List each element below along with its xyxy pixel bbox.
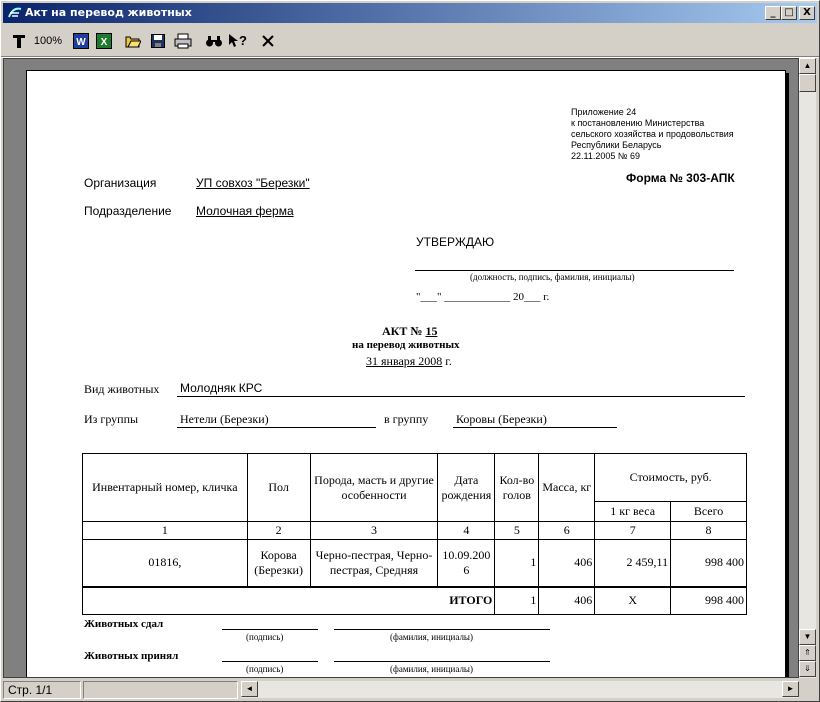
window-title: Акт на перевод животных: [25, 6, 192, 19]
cell-birth: 10.09.2006: [438, 540, 495, 587]
table-row: [83, 540, 747, 587]
header-count: Кол-во голов: [495, 454, 539, 522]
received-label: Животных принял: [84, 650, 179, 662]
cell-count: 1: [495, 540, 539, 587]
title-bar[interactable]: [3, 3, 817, 23]
appendix-line: 22.11.2005 № 69: [571, 151, 641, 161]
appendix-line: Приложение 24: [571, 107, 637, 117]
dept-label: Подразделение: [84, 204, 172, 218]
received-sign-hint: (подпись): [246, 664, 284, 674]
cell-sex: Корова (Березки): [247, 540, 310, 587]
total-count: 1: [495, 587, 539, 615]
scroll-right-button[interactable]: ►: [782, 681, 799, 697]
appendix-line: к постановлению Министерства: [571, 118, 705, 128]
animal-type-line: [177, 396, 745, 397]
from-group-label: Из группы: [84, 412, 139, 426]
act-title: на перевод животных: [352, 339, 460, 351]
act-prefix: АКТ №: [382, 324, 423, 338]
approve-heading: УТВЕРЖДАЮ: [416, 235, 495, 249]
app-icon: [7, 5, 23, 21]
cell-breed: Черно-пестрая, Черно-пестрая, Средняя: [310, 540, 438, 587]
column-number: 1: [83, 522, 248, 540]
page-status: Стр. 1/1: [3, 681, 81, 699]
scroll-thumb[interactable]: [799, 74, 816, 92]
column-number: 2: [247, 522, 310, 540]
column-number: 3: [310, 522, 438, 540]
org-value: УП совхоз "Березки": [196, 176, 310, 190]
save-icon[interactable]: [149, 32, 167, 50]
animal-type-label: Вид животных: [84, 382, 160, 396]
zoom-level[interactable]: 100%: [33, 35, 63, 47]
act-number: 15: [425, 324, 438, 338]
document-page: [26, 70, 786, 678]
header-inventory: Инвентарный номер, кличка: [83, 454, 248, 522]
received-name-hint: (фамилия, инициалы): [390, 664, 473, 674]
received-sign-line: [222, 661, 318, 662]
move-icon[interactable]: [11, 32, 27, 50]
cell-cost-kg: 2 459,11: [595, 540, 671, 587]
header-birth: Дата рождения: [438, 454, 495, 522]
received-name-line: [334, 661, 550, 662]
from-group-value: Нетели (Березки): [180, 412, 269, 426]
page-down-button[interactable]: ⇓: [799, 661, 816, 677]
cell-inventory: 01816,: [83, 540, 248, 587]
header-cost-total: Всего: [671, 502, 747, 522]
gave-label: Животных сдал: [84, 618, 164, 630]
total-cost-total: 998 400: [671, 587, 747, 615]
to-group-value: Коровы (Березки): [456, 412, 547, 426]
total-label: ИТОГО: [83, 587, 495, 615]
column-number: 6: [539, 522, 595, 540]
svg-text:X: X: [100, 37, 108, 48]
page-up-button[interactable]: ⇑: [799, 645, 816, 661]
horizontal-scrollbar[interactable]: [241, 681, 799, 698]
gave-name-hint: (фамилия, инициалы): [390, 632, 473, 642]
header-cost: Стоимость, руб.: [595, 454, 747, 502]
header-mass: Масса, кг: [539, 454, 595, 522]
print-icon[interactable]: [173, 32, 193, 50]
total-cost-kg: X: [595, 587, 671, 615]
approve-hint: (должность, подпись, фамилия, инициалы): [470, 272, 635, 282]
total-row: [83, 587, 747, 615]
header-breed: Порода, масть и другие особенности: [310, 454, 438, 522]
gave-name-line: [334, 629, 550, 630]
org-label: Организация: [84, 176, 157, 190]
vertical-scrollbar[interactable]: [799, 58, 816, 678]
column-number: 8: [671, 522, 747, 540]
svg-text:W: W: [76, 37, 86, 48]
to-group-label: в группу: [384, 412, 429, 426]
excel-export-icon[interactable]: [95, 32, 113, 50]
form-number: Форма № 303-АПК: [626, 171, 735, 185]
to-group-line: [453, 427, 617, 428]
find-icon[interactable]: [204, 32, 224, 50]
open-folder-icon[interactable]: [124, 32, 142, 50]
cell-cost-total: 998 400: [671, 540, 747, 587]
approve-line: [415, 270, 734, 271]
act-date-suffix: г.: [445, 354, 452, 368]
animal-type-value: Молодняк КРС: [180, 381, 263, 395]
minimize-button[interactable]: _: [765, 6, 781, 20]
appendix-line: Республики Беларусь: [571, 140, 662, 150]
word-export-icon[interactable]: [72, 32, 90, 50]
close-icon[interactable]: [259, 32, 277, 50]
from-group-line: [177, 427, 376, 428]
transfer-table: [82, 453, 747, 615]
gave-sign-line: [222, 629, 318, 630]
svg-text:?: ?: [239, 33, 247, 48]
column-number: 5: [495, 522, 539, 540]
header-cost-kg: 1 кг веса: [595, 502, 671, 522]
status-panel: [83, 681, 238, 699]
close-button[interactable]: X: [799, 6, 815, 20]
header-sex: Пол: [247, 454, 310, 522]
approve-date: "___" ____________ 20___ г.: [416, 291, 550, 303]
act-date-block: [366, 354, 452, 369]
column-number: 7: [595, 522, 671, 540]
maximize-button[interactable]: □: [781, 6, 797, 20]
scroll-left-button[interactable]: ◄: [241, 681, 258, 697]
scroll-down-button[interactable]: ▼: [799, 629, 816, 645]
act-date: 31 января 2008: [366, 354, 443, 368]
toolbar: [3, 27, 817, 55]
appendix-note: [571, 107, 734, 162]
dept-value: Молочная ферма: [196, 204, 294, 218]
preview-viewport[interactable]: [3, 58, 799, 678]
column-number: 4: [438, 522, 495, 540]
help-icon[interactable]: [228, 32, 248, 50]
act-heading: [382, 324, 437, 339]
cell-mass: 406: [539, 540, 595, 587]
total-mass: 406: [539, 587, 595, 615]
appendix-line: сельского хозяйства и продовольствия: [571, 129, 734, 139]
gave-sign-hint: (подпись): [246, 632, 284, 642]
scroll-up-button[interactable]: ▲: [799, 58, 816, 74]
